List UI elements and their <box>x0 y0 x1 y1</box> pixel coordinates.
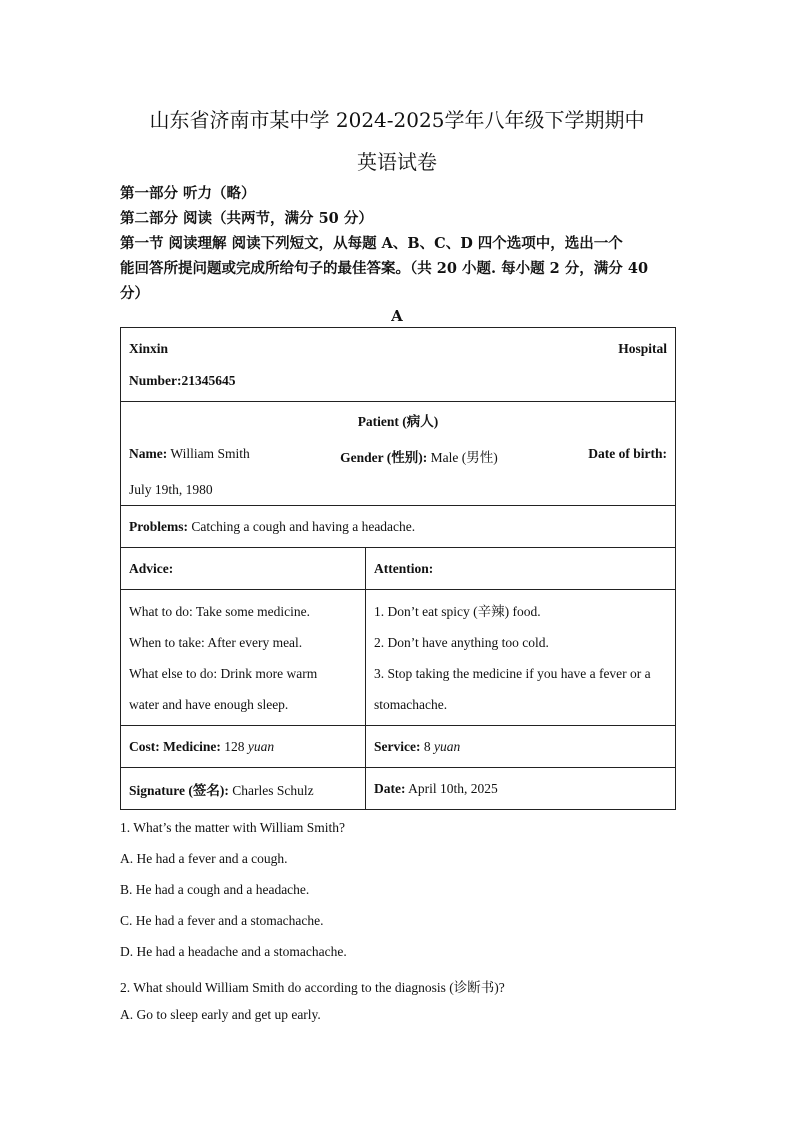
hospital-name-right: Hospital <box>618 340 667 356</box>
attention-line: 3. Stop taking the medicine if you have a fever or a <box>374 665 651 681</box>
patient-name <box>129 446 250 466</box>
question-2-option-a: A. Go to sleep early and get up early. <box>120 1007 321 1022</box>
service-unit: yuan <box>433 738 461 754</box>
passage-letter: A <box>391 307 403 325</box>
part1-heading: 第一部分 听力（略） <box>120 185 256 202</box>
signature-label: Signature (签名): <box>129 782 229 798</box>
exam-title-line2: 英语试卷 <box>357 150 437 174</box>
diagnosis-table <box>120 327 676 810</box>
service-value: 8 <box>420 738 434 754</box>
attention-line: 1. Don’t eat spicy (辛辣) food. <box>374 603 541 619</box>
advice-line: When to take: After every meal. <box>129 634 303 650</box>
signature-cell <box>121 768 366 810</box>
problems-value: Catching a cough and having a headache. <box>188 518 416 534</box>
gender-value: Male (男性) <box>427 449 498 465</box>
dob-value: July 19th, 1980 <box>129 481 213 497</box>
hospital-cell <box>121 328 676 402</box>
problems-cell <box>121 506 676 548</box>
question-1-option-b: B. He had a cough and a headache. <box>120 882 310 897</box>
patient-gender <box>340 446 498 466</box>
question-1-option-d: D. He had a headache and a stomachache. <box>120 944 347 959</box>
name-value: William Smith <box>167 445 250 461</box>
section1-instruction-line2: 能回答所提问题或完成所给句子的最佳答案。（共 20 小题. 每小题 2 分，满分 40 <box>120 260 649 277</box>
attention-line: 2. Don’t have anything too cold. <box>374 634 549 650</box>
name-label: Name: <box>129 445 168 461</box>
service-label: Service: <box>374 738 421 754</box>
question-1-option-a: A. He had a fever and a cough. <box>120 851 288 866</box>
advice-cell <box>121 590 366 726</box>
part2-heading: 第二部分 阅读（共两节，满分 50 分） <box>120 210 373 227</box>
question-2: 2. What should William Smith do according to the diagnosis (诊断书)? <box>120 980 505 995</box>
attention-cell <box>366 590 676 726</box>
gender-label: Gender (性别): <box>340 449 428 465</box>
patient-title: Patient (病人) <box>357 413 439 429</box>
cost-cell <box>121 726 366 768</box>
section1-instruction-line1: 第一节 阅读理解 阅读下列短文，从每题 A、B、C、D 四个选项中，选出一个 <box>120 235 623 252</box>
patient-cell <box>121 402 676 506</box>
cost-value: 128 <box>220 738 248 754</box>
dob-label: Date of birth: <box>588 445 667 461</box>
date-label: Date: <box>374 780 406 796</box>
problems-label: Problems: <box>129 518 188 534</box>
question-1: 1. What’s the matter with William Smith? <box>120 820 346 835</box>
section1-instruction-line3: 分） <box>120 285 149 302</box>
advice-line: What to do: Take some medicine. <box>129 603 311 619</box>
hospital-number: Number:21345645 <box>129 372 236 388</box>
date-cell <box>366 768 676 810</box>
hospital-name-left: Xinxin <box>129 340 169 356</box>
question-1-option-c: C. He had a fever and a stomachache. <box>120 913 324 928</box>
exam-title-line1: 山东省济南市某中学 2024-2025学年八年级下学期期中 <box>149 108 645 132</box>
advice-line: water and have enough sleep. <box>129 696 289 712</box>
advice-label: Advice: <box>121 548 366 590</box>
date-value: April 10th, 2025 <box>405 780 498 796</box>
advice-line: What else to do: Drink more warm <box>129 665 318 681</box>
cost-unit: yuan <box>247 738 275 754</box>
attention-label: Attention: <box>366 548 676 590</box>
signature-value: Charles Schulz <box>228 782 314 798</box>
service-cell <box>366 726 676 768</box>
attention-line: stomachache. <box>374 696 448 712</box>
cost-label: Cost: Medicine: <box>129 738 221 754</box>
